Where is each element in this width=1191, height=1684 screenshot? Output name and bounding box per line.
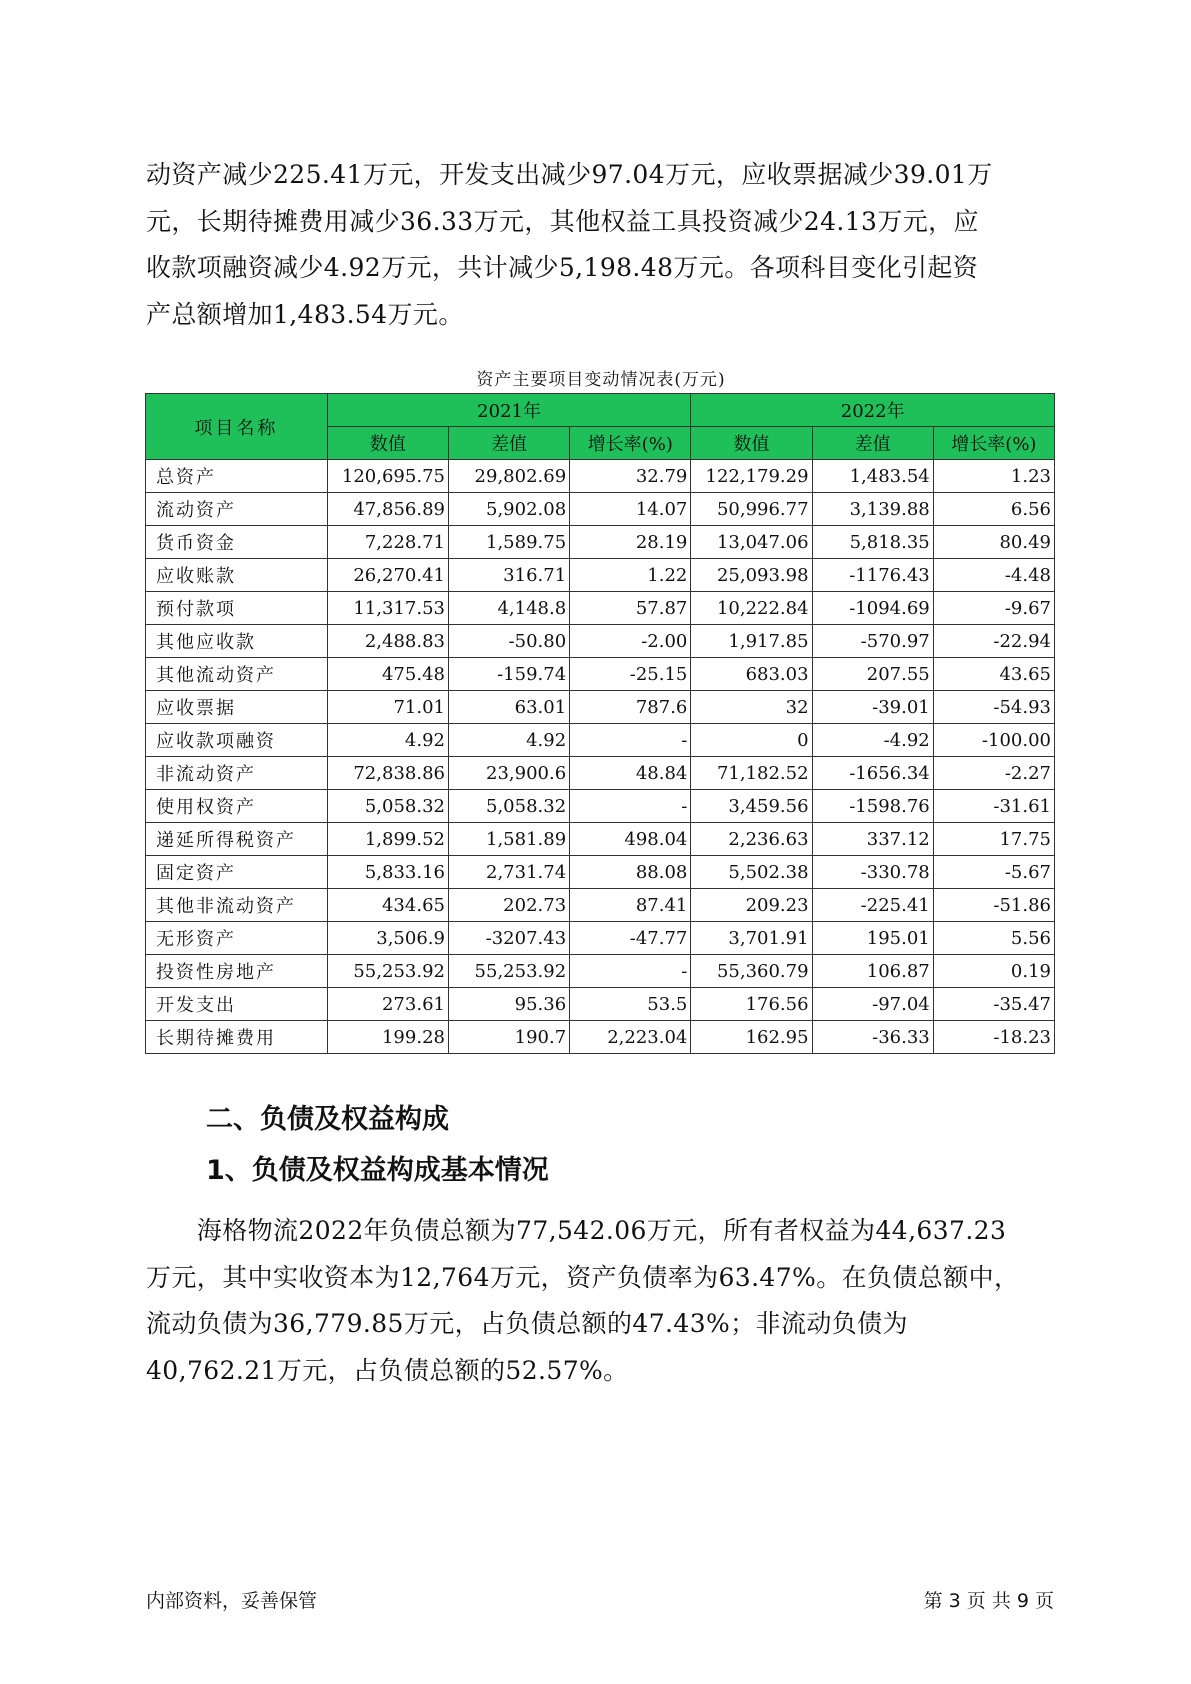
row-value-cell: 14.07 [570,493,691,526]
item-name-header: 项目名称 [146,394,328,460]
row-value-cell: 316.71 [448,559,569,592]
row-value-cell: 5,902.08 [448,493,569,526]
row-value-cell: 53.5 [570,988,691,1021]
row-value-cell: 3,506.9 [327,922,448,955]
table-row [146,1021,1055,1054]
row-item-name: 无形资产 [146,922,328,955]
table-row [146,823,1055,856]
row-value-cell: -1176.43 [812,559,933,592]
year-header-2022: 2022年 [691,394,1055,427]
table-row [146,460,1055,493]
row-value-cell: 337.12 [812,823,933,856]
row-value-cell: -50.80 [448,625,569,658]
intro-line: 产总额增加1,483.54万元。 [146,299,464,329]
row-value-cell: 199.28 [327,1021,448,1054]
row-value-cell: -54.93 [933,691,1054,724]
row-value-cell: 475.48 [327,658,448,691]
table-row [146,988,1055,1021]
row-value-cell: 162.95 [691,1021,812,1054]
row-item-name: 使用权资产 [146,790,328,823]
row-item-name: 固定资产 [146,856,328,889]
row-value-cell: -25.15 [570,658,691,691]
row-value-cell: -159.74 [448,658,569,691]
row-value-cell: 5,058.32 [448,790,569,823]
row-value-cell: 1,899.52 [327,823,448,856]
row-value-cell: 57.87 [570,592,691,625]
intro-line: 动资产减少225.41万元，开发支出减少97.04万元，应收票据减少39.01万 [146,160,993,189]
row-item-name: 递延所得税资产 [146,823,328,856]
row-value-cell: 32.79 [570,460,691,493]
row-value-cell: 787.6 [570,691,691,724]
row-value-cell: 5,818.35 [812,526,933,559]
row-value-cell: 43.65 [933,658,1054,691]
row-item-name: 非流动资产 [146,757,328,790]
row-value-cell: -4.92 [812,724,933,757]
row-value-cell: 190.7 [448,1021,569,1054]
row-value-cell: 25,093.98 [691,559,812,592]
footer-confidential-note: 内部资料，妥善保管 [146,1590,318,1612]
row-value-cell: 1,483.54 [812,460,933,493]
sub-heading: 1、负债及权益构成基本情况 [206,1155,549,1186]
row-value-cell: 176.56 [691,988,812,1021]
row-value-cell: -2.27 [933,757,1054,790]
row-value-cell: 55,253.92 [327,955,448,988]
year-header-2021: 2021年 [327,394,691,427]
row-value-cell: 122,179.29 [691,460,812,493]
row-value-cell: 6.56 [933,493,1054,526]
row-value-cell: 80.49 [933,526,1054,559]
row-value-cell: 5,833.16 [327,856,448,889]
intro-line: 元，长期待摊费用减少36.33万元，其他权益工具投资减少24.13万元，应 [146,206,979,236]
row-value-cell: 11,317.53 [327,592,448,625]
row-value-cell: 207.55 [812,658,933,691]
row-value-cell: -35.47 [933,988,1054,1021]
row-item-name: 其他非流动资产 [146,889,328,922]
row-value-cell: 3,139.88 [812,493,933,526]
row-item-name: 投资性房地产 [146,955,328,988]
row-value-cell: -31.61 [933,790,1054,823]
row-value-cell: 71.01 [327,691,448,724]
table-row [146,592,1055,625]
row-value-cell: 47,856.89 [327,493,448,526]
section-heading: 二、负债及权益构成 [206,1104,449,1135]
row-item-name: 应收款项融资 [146,724,328,757]
row-value-cell: 434.65 [327,889,448,922]
row-value-cell: -36.33 [812,1021,933,1054]
row-value-cell: 1.23 [933,460,1054,493]
row-item-name: 开发支出 [146,988,328,1021]
row-value-cell: - [570,724,691,757]
row-item-name: 其他应收款 [146,625,328,658]
row-value-cell: -47.77 [570,922,691,955]
diff-header: 差值 [812,427,933,460]
table-header-row [146,394,1055,427]
value-header: 数值 [691,427,812,460]
row-value-cell: 48.84 [570,757,691,790]
row-value-cell: 3,701.91 [691,922,812,955]
row-value-cell: 2,223.04 [570,1021,691,1054]
row-value-cell: -5.67 [933,856,1054,889]
row-value-cell: -39.01 [812,691,933,724]
table-row [146,691,1055,724]
row-value-cell: 26,270.41 [327,559,448,592]
table-row [146,625,1055,658]
table-row [146,856,1055,889]
row-value-cell: -2.00 [570,625,691,658]
row-value-cell: 683.03 [691,658,812,691]
growth-header: 增长率(%) [933,427,1054,460]
row-value-cell: -1094.69 [812,592,933,625]
row-value-cell: -225.41 [812,889,933,922]
row-value-cell: 0.19 [933,955,1054,988]
row-value-cell: 28.19 [570,526,691,559]
row-value-cell: -22.94 [933,625,1054,658]
row-value-cell: 55,360.79 [691,955,812,988]
row-value-cell: 13,047.06 [691,526,812,559]
row-item-name: 总资产 [146,460,328,493]
intro-line: 收款项融资减少4.92万元，共计减少5,198.48万元。各项科目变化引起资 [146,253,979,282]
row-value-cell: 202.73 [448,889,569,922]
row-value-cell: 50,996.77 [691,493,812,526]
row-item-name: 预付款项 [146,592,328,625]
row-value-cell: 71,182.52 [691,757,812,790]
row-value-cell: -18.23 [933,1021,1054,1054]
row-value-cell: 5.56 [933,922,1054,955]
row-value-cell: -3207.43 [448,922,569,955]
table-row [146,790,1055,823]
row-value-cell: 32 [691,691,812,724]
row-value-cell: 88.08 [570,856,691,889]
row-value-cell: 2,731.74 [448,856,569,889]
row-value-cell: 4,148.8 [448,592,569,625]
row-value-cell: -1598.76 [812,790,933,823]
table-row [146,724,1055,757]
row-item-name: 长期待摊费用 [146,1021,328,1054]
table-row [146,922,1055,955]
row-value-cell: -9.67 [933,592,1054,625]
row-value-cell: 1,581.89 [448,823,569,856]
row-value-cell: 63.01 [448,691,569,724]
row-value-cell: 95.36 [448,988,569,1021]
row-value-cell: 17.75 [933,823,1054,856]
row-value-cell: 106.87 [812,955,933,988]
growth-header: 增长率(%) [570,427,691,460]
row-value-cell: 2,236.63 [691,823,812,856]
table-row [146,658,1055,691]
row-value-cell: -51.86 [933,889,1054,922]
table-row [146,493,1055,526]
row-value-cell: 7,228.71 [327,526,448,559]
row-value-cell: 120,695.75 [327,460,448,493]
row-value-cell: -1656.34 [812,757,933,790]
row-value-cell: -4.48 [933,559,1054,592]
liab-line: 万元，其中实收资本为12,764万元，资产负债率为63.47%。在负债总额中， [146,1262,1020,1292]
row-value-cell: 1,589.75 [448,526,569,559]
row-value-cell: 29,802.69 [448,460,569,493]
liab-line: 海格物流2022年负债总额为77,542.06万元，所有者权益为44,637.23 [146,1216,1007,1245]
row-item-name: 应收票据 [146,691,328,724]
row-value-cell: 1,917.85 [691,625,812,658]
asset-change-table [145,393,1055,1054]
row-value-cell: 209.23 [691,889,812,922]
liab-line: 40,762.21万元，占负债总额的52.57%。 [146,1355,629,1385]
row-value-cell: 1.22 [570,559,691,592]
row-value-cell: 72,838.86 [327,757,448,790]
row-value-cell: -100.00 [933,724,1054,757]
row-value-cell: 498.04 [570,823,691,856]
row-value-cell: 5,502.38 [691,856,812,889]
row-value-cell: 195.01 [812,922,933,955]
table-caption: 资产主要项目变动情况表(万元) [476,370,726,390]
intro-paragraph [146,152,1056,338]
row-value-cell: 2,488.83 [327,625,448,658]
table-row [146,757,1055,790]
row-value-cell: 0 [691,724,812,757]
row-value-cell: 5,058.32 [327,790,448,823]
footer-page-number: 第 3 页 共 9 页 [923,1590,1054,1612]
table-row [146,955,1055,988]
row-value-cell: 55,253.92 [448,955,569,988]
row-item-name: 应收账款 [146,559,328,592]
row-value-cell: 3,459.56 [691,790,812,823]
row-value-cell: -330.78 [812,856,933,889]
row-value-cell: - [570,955,691,988]
row-item-name: 流动资产 [146,493,328,526]
table-row [146,889,1055,922]
row-item-name: 货币资金 [146,526,328,559]
liabilities-paragraph [146,1208,1056,1394]
row-value-cell: 4.92 [448,724,569,757]
row-value-cell: 273.61 [327,988,448,1021]
table-body [146,460,1055,1054]
value-header: 数值 [327,427,448,460]
row-value-cell: 23,900.6 [448,757,569,790]
table-row [146,559,1055,592]
row-value-cell: -570.97 [812,625,933,658]
row-value-cell: -97.04 [812,988,933,1021]
row-value-cell: 87.41 [570,889,691,922]
diff-header: 差值 [448,427,569,460]
liab-line: 流动负债为36,779.85万元，占负债总额的47.43%；非流动负债为 [146,1309,908,1338]
row-value-cell: - [570,790,691,823]
row-item-name: 其他流动资产 [146,658,328,691]
row-value-cell: 10,222.84 [691,592,812,625]
table-row [146,526,1055,559]
row-value-cell: 4.92 [327,724,448,757]
